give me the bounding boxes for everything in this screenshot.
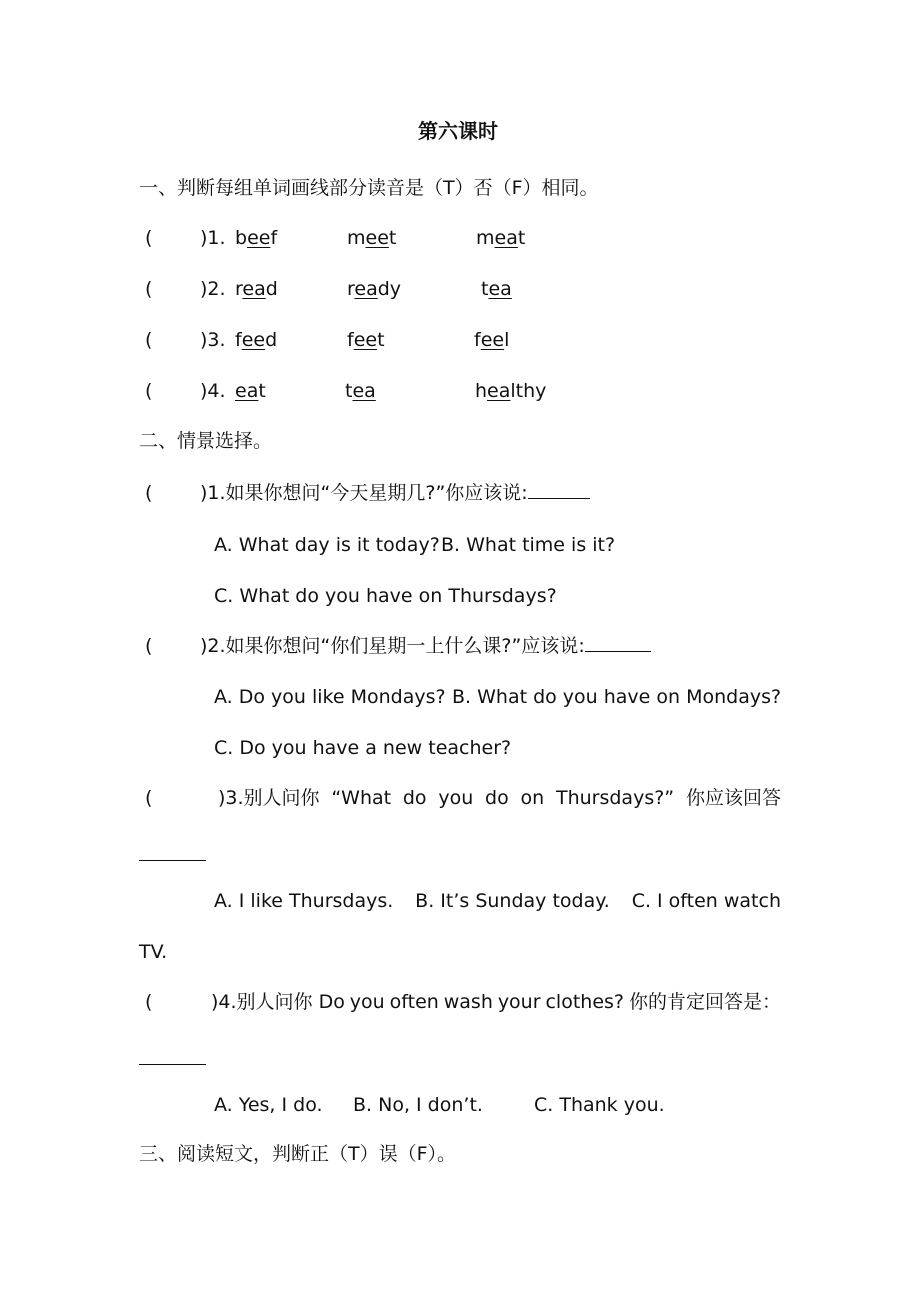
option-c: C. Thank you.: [534, 1094, 665, 1116]
option-c: C. Do you have a new teacher?: [214, 737, 512, 759]
answer-paren: (: [145, 991, 153, 1013]
answer-paren: (: [145, 329, 153, 351]
answer-paren: (: [145, 635, 153, 657]
option-a: A. What day is it today?: [214, 534, 440, 556]
answer-paren: (: [145, 227, 153, 249]
option-b: B. It’s Sunday today.: [415, 890, 610, 912]
word-3: meat: [476, 227, 526, 249]
section2-heading: 二、情景选择。: [139, 430, 273, 452]
option-a: A. I like Thursdays.: [214, 890, 394, 912]
word-1: read: [235, 278, 278, 300]
question-3: )3.别人问你 “What do you do on Thursdays?” 你应该回答: [218, 787, 781, 809]
page-title: 第六课时: [418, 119, 498, 143]
item-number: )4.: [200, 380, 226, 402]
word-1: beef: [235, 227, 278, 249]
option-a: A. Do you like Mondays?: [214, 686, 446, 708]
option-b: B. What do you have on Mondays?: [452, 686, 782, 708]
word-3: feel: [474, 329, 510, 351]
word-3: tea: [481, 278, 512, 300]
item-number: )1.: [200, 227, 226, 249]
option-a: A. Yes, I do.: [214, 1094, 323, 1116]
q3-options: [214, 892, 781, 911]
word-1: eat: [235, 380, 266, 402]
option-c-continued: TV.: [139, 941, 168, 963]
answer-blank[interactable]: [139, 1064, 206, 1065]
word-1: feed: [235, 329, 278, 351]
option-c: C. I often watch: [631, 890, 781, 912]
answer-blank[interactable]: [528, 498, 590, 499]
question-2: )2.如果你想问“你们星期一上什么课?”应该说:: [200, 637, 651, 656]
option-c: C. What do you have on Thursdays?: [214, 585, 557, 607]
section1-heading: 一、判断每组单词画线部分读音是（T）否（F）相同。: [139, 177, 599, 199]
word-2: tea: [345, 380, 376, 402]
option-b: B. What time is it?: [441, 534, 616, 556]
answer-paren: (: [145, 278, 153, 300]
word-2: feet: [347, 329, 385, 351]
answer-blank[interactable]: [139, 860, 206, 861]
word-3: healthy: [475, 380, 547, 402]
item-number: )2.: [200, 278, 226, 300]
word-2: meet: [347, 227, 397, 249]
word-2: ready: [347, 278, 402, 300]
answer-paren: (: [145, 787, 153, 809]
question-1: )1.如果你想问“今天星期几?”你应该说:: [200, 484, 590, 503]
item-number: )3.: [200, 329, 226, 351]
answer-blank[interactable]: [585, 651, 651, 652]
section3-heading: 三、阅读短文，判断正（T）误（F）。: [139, 1143, 457, 1165]
answer-paren: (: [145, 482, 153, 504]
answer-paren: (: [145, 380, 153, 402]
option-b: B. No, I don’t.: [353, 1094, 483, 1116]
question-4: )4.别人问你 Do you often wash your clothes? 你的肯定回答是：: [211, 991, 781, 1013]
